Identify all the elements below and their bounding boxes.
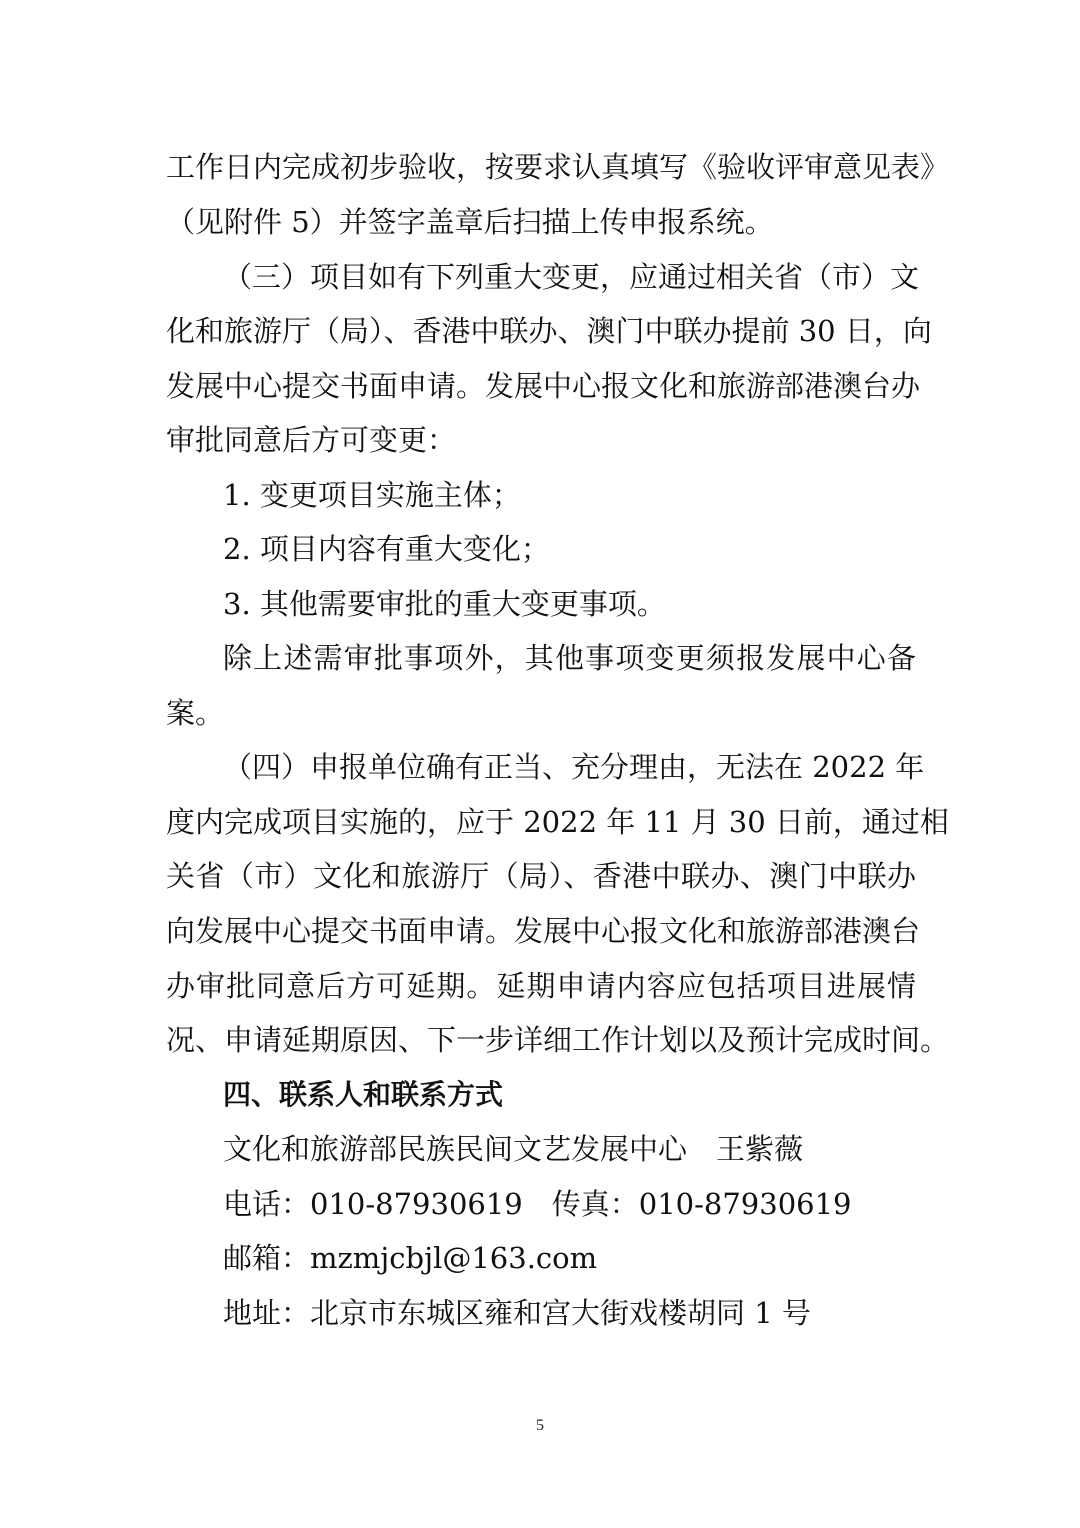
body-text-line: 案。 <box>166 696 225 730</box>
section-heading: 四、联系人和联系方式 <box>223 1078 504 1111</box>
body-text-line: 向发展中心提交书面申请。发展中心报文化和旅游部港澳台 <box>166 914 921 948</box>
body-text-line: 除上述需审批事项外，其他事项变更须报发展中心备 <box>223 641 916 675</box>
body-text-line: （四）申报单位确有正当、充分理由，无法在 2022 年 <box>223 750 925 784</box>
body-text-line: 关省（市）文化和旅游厅（局）、香港中联办、澳门中联办 <box>166 859 916 893</box>
list-item: 1. 变更项目实施主体； <box>223 478 521 512</box>
contact-address: 地址：北京市东城区雍和宫大街戏楼胡同 1 号 <box>223 1296 811 1330</box>
body-text-line: （三）项目如有下列重大变更，应通过相关省（市）文 <box>223 260 920 294</box>
contact-organization: 文化和旅游部民族民间文艺发展中心 王紫薇 <box>223 1132 804 1166</box>
list-item: 3. 其他需要审批的重大变更事项。 <box>223 587 666 621</box>
body-text-line: 度内完成项目实施的，应于 2022 年 11 月 30 日前，通过相 <box>166 805 949 839</box>
body-text-line: 工作日内完成初步验收，按要求认真填写《验收评审意见表》 <box>166 150 950 184</box>
page-number: 5 <box>536 1417 544 1434</box>
body-text-line: 况、申请延期原因、下一步详细工作计划以及预计完成时间。 <box>166 1023 950 1057</box>
contact-email: 邮箱：mzmjcbjl@163.com <box>223 1241 598 1275</box>
body-text-line: 化和旅游厅（局）、香港中联办、澳门中联办提前 30 日，向 <box>166 314 932 348</box>
contact-phone-fax: 电话：010-87930619 传真：010-87930619 <box>223 1187 852 1221</box>
body-text-line: 审批同意后方可变更： <box>166 423 457 457</box>
list-item: 2. 项目内容有重大变化； <box>223 532 550 566</box>
body-text-line: （见附件 5）并签字盖章后扫描上传申报系统。 <box>166 205 774 239</box>
body-text-line: 发展中心提交书面申请。发展中心报文化和旅游部港澳台办 <box>166 369 921 403</box>
body-text-line: 办审批同意后方可延期。延期申请内容应包括项目进展情 <box>166 969 916 1003</box>
